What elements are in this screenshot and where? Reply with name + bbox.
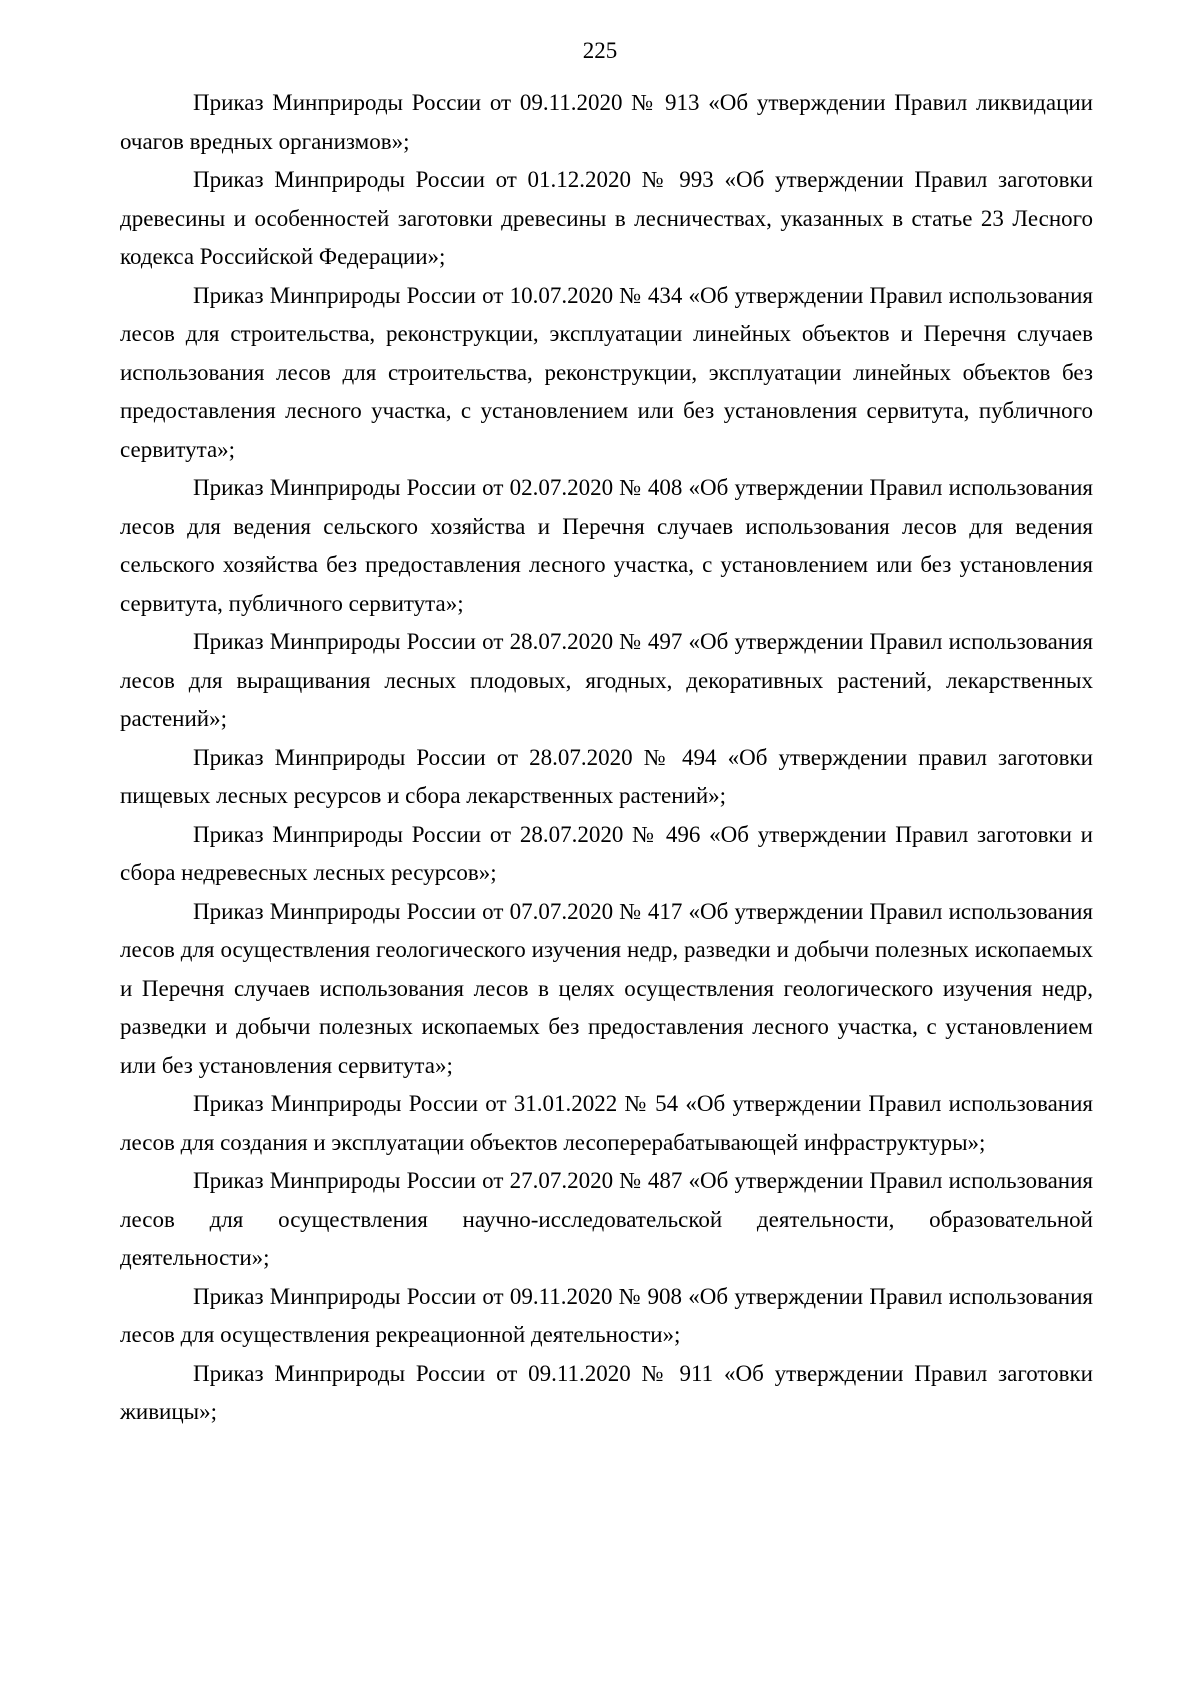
order-paragraph: Приказ Минприроды России от 28.07.2020 № 496 «Об утверждении Правил заготовки и сбора недревесных лесных ресурсов»;: [120, 821, 1093, 885]
order-paragraph: Приказ Минприроды России от 09.11.2020 № 913 «Об утверждении Правил ликвидации очагов вредных организмов»;: [120, 90, 1093, 154]
order-paragraph: Приказ Минприроды России от 27.07.2020 № 487 «Об утверждении Правил использования лесов для осуществления научно-исследовательской деятельности, образовательной деятельности»;: [120, 1168, 1093, 1270]
page-number: 225: [582, 38, 618, 63]
order-paragraph: Приказ Минприроды России от 09.11.2020 № 908 «Об утверждении Правил использования лесов для осуществления рекреационной деятельности»;: [120, 1283, 1093, 1347]
order-paragraph: Приказ Минприроды России от 10.07.2020 № 434 «Об утверждении Правил использования лесов для строительства, реконструкции, эксплуатации линейных объектов и Перечня случаев использования лесов для строительства, реконструкции, эксплуатации линейных объектов без предоставления лесного участка, с установлением или без установления сервитута, публичного сервитута»;: [120, 282, 1093, 462]
order-paragraph: Приказ Минприроды России от 31.01.2022 № 54 «Об утверждении Правил использования лесов для создания и эксплуатации объектов лесоперерабатывающей инфраструктуры»;: [120, 1091, 1093, 1155]
order-paragraph: Приказ Минприроды России от 02.07.2020 № 408 «Об утверждении Правил использования лесов для ведения сельского хозяйства и Перечня случаев использования лесов для ведения сельского хозяйства без предоставления лесного участка, с установлением или без установления сервитута, публичного сервитута»;: [120, 475, 1093, 616]
order-paragraph: Приказ Минприроды России от 09.11.2020 № 911 «Об утверждении Правил заготовки живицы»;: [120, 1360, 1093, 1424]
order-paragraph: Приказ Минприроды России от 28.07.2020 № 494 «Об утверждении правил заготовки пищевых лесных ресурсов и сбора лекарственных растений»;: [120, 744, 1093, 808]
document-body: [120, 84, 1093, 1432]
order-paragraph: Приказ Минприроды России от 01.12.2020 № 993 «Об утверждении Правил заготовки древесины и особенностей заготовки древесины в лесничествах, указанных в статье 23 Лесного кодекса Российской Федерации»;: [120, 167, 1093, 269]
order-paragraph: Приказ Минприроды России от 07.07.2020 № 417 «Об утверждении Правил использования лесов для осуществления геологического изучения недр, разведки и добычи полезных ископаемых и Перечня случаев использования лесов в целях осуществления геологического изучения недр, разведки и добычи полезных ископаемых без предоставления лесного участка, с установлением или без установления сервитута»;: [120, 898, 1093, 1078]
order-paragraph: Приказ Минприроды России от 28.07.2020 № 497 «Об утверждении Правил использования лесов для выращивания лесных плодовых, ягодных, декоративных растений, лекарственных растений»;: [120, 629, 1093, 731]
